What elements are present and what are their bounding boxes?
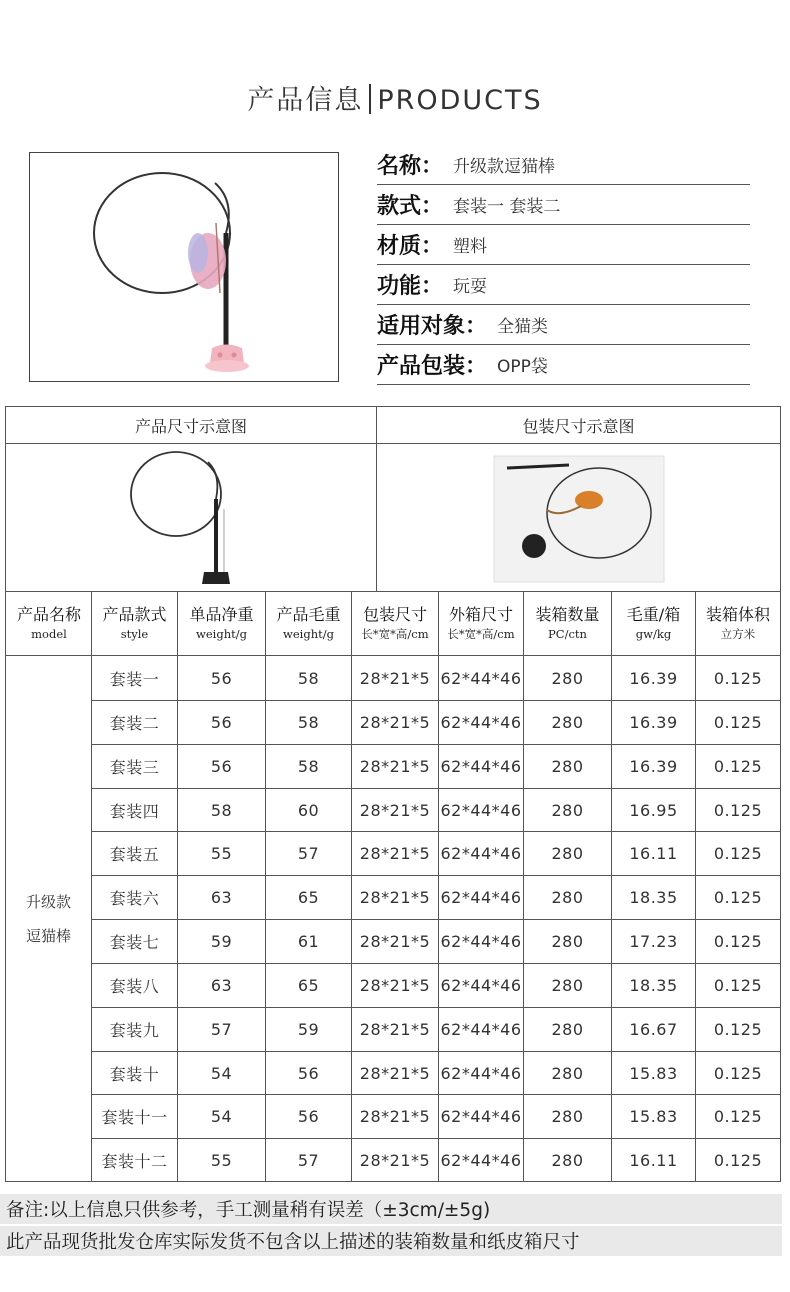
model-cell: [6, 656, 91, 1182]
column-header-unit: 立方米: [720, 627, 756, 642]
column-header-title: 单品净重: [189, 605, 254, 624]
table-cell-style: 套装四: [109, 801, 160, 821]
info-row-target: [377, 305, 750, 345]
table-cell-pack: 28*21*5: [359, 1063, 431, 1083]
info-key: 功能：: [377, 274, 444, 299]
product-size-title: 产品尺寸示意图: [134, 416, 247, 436]
table-cell-net: 63: [210, 975, 233, 995]
column-header-title: 毛重/箱: [626, 605, 681, 624]
table-cell-gross: 58: [297, 668, 320, 688]
info-row-function: [377, 265, 750, 305]
cat-teaser-wand-image: [30, 153, 338, 381]
page-title: [0, 78, 790, 117]
table-cell-gross: 61: [297, 931, 320, 951]
model-line1: 升级款: [25, 893, 71, 911]
table-cell-qty: 280: [551, 1019, 584, 1039]
table-cell-gw: 15.83: [629, 1106, 678, 1126]
column-header-title: 装箱数量: [535, 605, 600, 624]
model-line2: 逗猫棒: [25, 927, 71, 945]
table-cell-qty: 280: [551, 887, 584, 907]
table-cell-net: 55: [210, 1150, 233, 1170]
table-cell-pack: 28*21*5: [359, 756, 431, 776]
table-cell-gw: 16.39: [629, 712, 678, 732]
table-cell-vol: 0.125: [713, 668, 763, 688]
table-cell-style: 套装十: [109, 1064, 160, 1084]
table-cell-carton: 62*44*46: [440, 1106, 522, 1126]
column-header: [352, 592, 438, 655]
table-cell-style: 套装一: [109, 669, 160, 689]
wand-dimension-image: [116, 444, 266, 591]
table-cell-net: 63: [210, 887, 233, 907]
table-cell-gross: 65: [297, 975, 320, 995]
table-cell-carton: 62*44*46: [440, 843, 522, 863]
info-value: 升级款逗猫棒: [453, 157, 556, 177]
table-cell-gross: 57: [297, 1150, 320, 1170]
table-cell-net: 55: [210, 843, 233, 863]
table-cell-carton: 62*44*46: [440, 668, 522, 688]
table-cell-style: 套装九: [109, 1020, 160, 1040]
table-cell-net: 56: [210, 712, 233, 732]
info-value: 全猫类: [497, 317, 549, 337]
package-size-diagram: [377, 444, 780, 591]
table-cell-gross: 60: [297, 800, 320, 820]
package-image: [489, 448, 669, 588]
table-cell-gw: 15.83: [629, 1063, 678, 1083]
column-header-title: 外箱尺寸: [448, 605, 513, 624]
column-header: [612, 592, 695, 655]
product-info-list: [377, 145, 750, 385]
table-cell-qty: 280: [551, 668, 584, 688]
table-cell-gw: 18.35: [629, 887, 678, 907]
column-header-unit: weight/g: [196, 627, 247, 642]
column-header: [7, 592, 91, 655]
table-cell-net: 57: [210, 1019, 233, 1039]
table-cell-vol: 0.125: [713, 887, 763, 907]
table-cell-pack: 28*21*5: [359, 1150, 431, 1170]
column-header-unit: gw/kg: [635, 627, 672, 642]
info-row-material: [377, 225, 750, 265]
table-cell-vol: 0.125: [713, 1150, 763, 1170]
table-cell-net: 56: [210, 668, 233, 688]
column-header-title: 包装尺寸: [362, 605, 427, 624]
table-cell-style: 套装三: [109, 757, 160, 777]
product-size-diagram: [6, 444, 376, 591]
table-cell-pack: 28*21*5: [359, 1106, 431, 1126]
table-cell-gross: 58: [297, 712, 320, 732]
table-cell-style: 套装十一: [101, 1107, 168, 1127]
table-cell-qty: 280: [551, 931, 584, 951]
product-photo: [29, 152, 339, 382]
table-cell-style: 套装七: [109, 932, 160, 952]
table-cell-carton: 62*44*46: [440, 756, 522, 776]
column-header-title: 产品款式: [102, 605, 167, 624]
table-cell-qty: 280: [551, 800, 584, 820]
column-header: [696, 592, 780, 655]
table-cell-vol: 0.125: [713, 1063, 763, 1083]
table-cell-vol: 0.125: [713, 931, 763, 951]
table-cell-carton: 62*44*46: [440, 1063, 522, 1083]
table-cell-carton: 62*44*46: [440, 931, 522, 951]
column-header: [266, 592, 351, 655]
table-cell-carton: 62*44*46: [440, 1019, 522, 1039]
table-cell-vol: 0.125: [713, 712, 763, 732]
info-value: OPP袋: [497, 357, 548, 377]
info-row-style: [377, 185, 750, 225]
info-row-name: [377, 145, 750, 185]
package-size-title: 包装尺寸示意图: [522, 416, 635, 436]
table-cell-gross: 59: [297, 1019, 320, 1039]
table-cell-gross: 65: [297, 887, 320, 907]
table-cell-style: 套装八: [109, 976, 160, 996]
table-cell-style: 套装十二: [101, 1151, 168, 1171]
table-cell-gross: 56: [297, 1063, 320, 1083]
table-cell-qty: 280: [551, 1106, 584, 1126]
column-header-title: 产品名称: [16, 605, 81, 624]
table-cell-gw: 16.11: [629, 843, 678, 863]
column-header-unit: style: [120, 627, 149, 642]
table-cell-qty: 280: [551, 712, 584, 732]
info-row-packaging: [377, 345, 750, 385]
table-cell-qty: 280: [551, 975, 584, 995]
table-cell-vol: 0.125: [713, 756, 763, 776]
table-cell-carton: 62*44*46: [440, 887, 522, 907]
title-divider: [369, 84, 371, 114]
table-cell-net: 54: [210, 1063, 233, 1083]
spec-table: [5, 406, 781, 1182]
table-cell-gross: 57: [297, 843, 320, 863]
table-cell-qty: 280: [551, 1150, 584, 1170]
page-title-cn: 产品信息: [247, 85, 364, 116]
table-cell-gross: 58: [297, 756, 320, 776]
table-cell-gw: 16.67: [629, 1019, 678, 1039]
table-cell-style: 套装二: [109, 713, 160, 733]
table-cell-vol: 0.125: [713, 1019, 763, 1039]
info-key: 适用对象：: [377, 314, 488, 339]
table-cell-pack: 28*21*5: [359, 712, 431, 732]
table-cell-pack: 28*21*5: [359, 887, 431, 907]
column-header-title: 装箱体积: [705, 605, 770, 624]
page-title-en: PRODUCTS: [377, 85, 543, 116]
column-header: [92, 592, 177, 655]
info-key: 名称：: [377, 154, 444, 179]
info-value: 玩耍: [453, 277, 488, 297]
table-cell-carton: 62*44*46: [440, 712, 522, 732]
table-cell-net: 59: [210, 931, 233, 951]
table-cell-style: 套装六: [109, 888, 160, 908]
table-cell-net: 58: [210, 800, 233, 820]
table-cell-gw: 18.35: [629, 975, 678, 995]
table-cell-net: 56: [210, 756, 233, 776]
table-cell-pack: 28*21*5: [359, 843, 431, 863]
table-cell-style: 套装五: [109, 844, 160, 864]
table-cell-vol: 0.125: [713, 843, 763, 863]
table-cell-qty: 280: [551, 843, 584, 863]
table-cell-qty: 280: [551, 1063, 584, 1083]
note-line-1: 备注:以上信息只供参考，手工测量稍有误差（±3cm/±5g): [0, 1194, 782, 1224]
table-cell-qty: 280: [551, 756, 584, 776]
column-header-unit: weight/g: [283, 627, 334, 642]
column-header-unit: model: [31, 627, 67, 642]
column-header: [439, 592, 523, 655]
table-cell-gw: 16.39: [629, 756, 678, 776]
info-key: 材质：: [377, 234, 444, 259]
table-cell-gross: 56: [297, 1106, 320, 1126]
table-cell-gw: 16.95: [629, 800, 678, 820]
table-cell-carton: 62*44*46: [440, 975, 522, 995]
table-cell-gw: 16.39: [629, 668, 678, 688]
table-cell-vol: 0.125: [713, 1106, 763, 1126]
table-cell-pack: 28*21*5: [359, 668, 431, 688]
table-cell-gw: 17.23: [629, 931, 678, 951]
info-key: 产品包装：: [377, 354, 488, 379]
column-header-unit: 长*宽*高/cm: [361, 627, 429, 642]
table-cell-vol: 0.125: [713, 975, 763, 995]
table-cell-pack: 28*21*5: [359, 931, 431, 951]
table-cell-pack: 28*21*5: [359, 800, 431, 820]
info-key: 款式：: [377, 194, 444, 219]
table-cell-pack: 28*21*5: [359, 1019, 431, 1039]
table-cell-net: 54: [210, 1106, 233, 1126]
column-header-title: 产品毛重: [276, 605, 341, 624]
table-cell-gw: 16.11: [629, 1150, 678, 1170]
table-cell-pack: 28*21*5: [359, 975, 431, 995]
info-value: 套装一 套装二: [453, 197, 561, 217]
column-header-unit: PC/ctn: [548, 627, 587, 642]
table-cell-carton: 62*44*46: [440, 1150, 522, 1170]
note-line-2: 此产品现货批发仓库实际发货不包含以上描述的装箱数量和纸皮箱尺寸: [0, 1226, 782, 1256]
column-header: [524, 592, 611, 655]
info-value: 塑料: [453, 237, 488, 257]
table-cell-carton: 62*44*46: [440, 800, 522, 820]
table-cell-vol: 0.125: [713, 800, 763, 820]
column-header: [178, 592, 265, 655]
column-header-unit: 长*宽*高/cm: [447, 627, 515, 642]
